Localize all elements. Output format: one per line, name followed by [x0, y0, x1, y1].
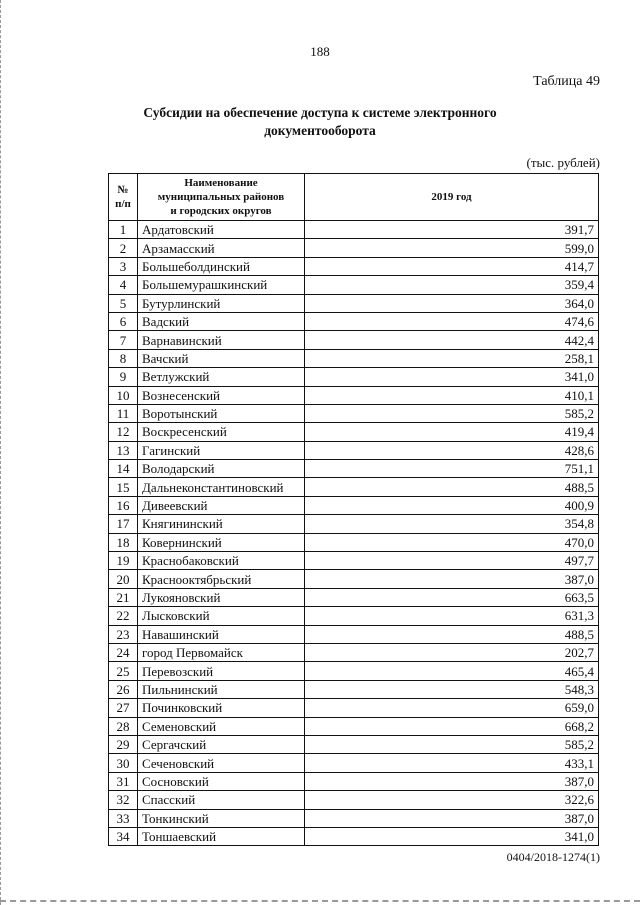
row-value: 391,7 [305, 221, 599, 239]
table-row [109, 478, 599, 496]
row-value: 465,4 [305, 662, 599, 680]
row-value: 387,0 [305, 772, 599, 790]
table-row [109, 294, 599, 312]
row-number: 25 [109, 662, 138, 680]
table-row [109, 460, 599, 478]
row-number: 15 [109, 478, 138, 496]
row-number: 10 [109, 386, 138, 404]
header-name-line-2: муниципальных районов [157, 191, 285, 203]
row-number: 16 [109, 496, 138, 514]
row-number: 4 [109, 276, 138, 294]
row-name: Володарский [138, 460, 305, 478]
table-row [109, 257, 599, 275]
row-number: 27 [109, 699, 138, 717]
row-number: 23 [109, 625, 138, 643]
row-value: 428,6 [305, 441, 599, 459]
table-row [109, 331, 599, 349]
row-value: 410,1 [305, 386, 599, 404]
table-row [109, 276, 599, 294]
row-name: Воротынский [138, 404, 305, 422]
table-row [109, 312, 599, 330]
row-number: 14 [109, 460, 138, 478]
row-value: 341,0 [305, 368, 599, 386]
row-value: 322,6 [305, 791, 599, 809]
header-name [138, 174, 305, 221]
title-line-2: документооборота [264, 123, 376, 138]
row-name: Княгининский [138, 515, 305, 533]
row-name: Ардатовский [138, 221, 305, 239]
row-value: 400,9 [305, 496, 599, 514]
row-value: 599,0 [305, 239, 599, 257]
units-label: (тыс. рублей) [526, 155, 600, 170]
row-name: Краснооктябрьский [138, 570, 305, 588]
row-number: 18 [109, 533, 138, 551]
table-row [109, 717, 599, 735]
row-name: Починковский [138, 699, 305, 717]
row-name: Большеболдинский [138, 257, 305, 275]
row-value: 419,4 [305, 423, 599, 441]
table-row [109, 772, 599, 790]
row-value: 751,1 [305, 460, 599, 478]
row-number: 3 [109, 257, 138, 275]
row-number: 30 [109, 754, 138, 772]
row-name: Дивеевский [138, 496, 305, 514]
row-number: 34 [109, 827, 138, 845]
row-value: 414,7 [305, 257, 599, 275]
row-value: 497,7 [305, 552, 599, 570]
row-number: 33 [109, 809, 138, 827]
row-name: Гагинский [138, 441, 305, 459]
row-name: Лысковский [138, 607, 305, 625]
page-number: 188 [310, 44, 330, 59]
row-value: 341,0 [305, 827, 599, 845]
row-value: 442,4 [305, 331, 599, 349]
row-number: 6 [109, 312, 138, 330]
row-name: Навашинский [138, 625, 305, 643]
row-name: Семеновский [138, 717, 305, 735]
row-number: 24 [109, 643, 138, 661]
row-name: Ветлужский [138, 368, 305, 386]
row-name: Вачский [138, 349, 305, 367]
table-row [109, 349, 599, 367]
table-row [109, 754, 599, 772]
table-row [109, 423, 599, 441]
row-number: 28 [109, 717, 138, 735]
subsidies-table [108, 173, 599, 846]
header-number-line-2: п/п [115, 198, 131, 210]
table-row [109, 221, 599, 239]
row-number: 32 [109, 791, 138, 809]
row-number: 7 [109, 331, 138, 349]
row-number: 13 [109, 441, 138, 459]
row-value: 433,1 [305, 754, 599, 772]
table-row [109, 588, 599, 606]
row-value: 548,3 [305, 680, 599, 698]
scan-edge-bottom [0, 900, 640, 902]
table-row [109, 533, 599, 551]
table-row [109, 404, 599, 422]
row-value: 668,2 [305, 717, 599, 735]
row-number: 2 [109, 239, 138, 257]
table-row [109, 552, 599, 570]
row-number: 1 [109, 221, 138, 239]
row-name: Арзамасский [138, 239, 305, 257]
row-number: 22 [109, 607, 138, 625]
row-name: Ковернинский [138, 533, 305, 551]
table-row [109, 441, 599, 459]
row-name: Воскресенский [138, 423, 305, 441]
row-name: Дальнеконстантиновский [138, 478, 305, 496]
row-number: 8 [109, 349, 138, 367]
header-number [109, 174, 138, 221]
table-row [109, 699, 599, 717]
row-name: Сергачский [138, 735, 305, 753]
row-value: 387,0 [305, 570, 599, 588]
row-name: город Первомайск [138, 643, 305, 661]
row-number: 12 [109, 423, 138, 441]
row-number: 31 [109, 772, 138, 790]
document-title [0, 104, 640, 140]
row-number: 11 [109, 404, 138, 422]
row-value: 474,6 [305, 312, 599, 330]
row-name: Сосновский [138, 772, 305, 790]
table-row [109, 643, 599, 661]
row-name: Краснобаковский [138, 552, 305, 570]
table-row [109, 515, 599, 533]
row-number: 26 [109, 680, 138, 698]
row-value: 585,2 [305, 735, 599, 753]
row-name: Лукояновский [138, 588, 305, 606]
table-row [109, 625, 599, 643]
row-number: 19 [109, 552, 138, 570]
table-row [109, 570, 599, 588]
row-value: 488,5 [305, 625, 599, 643]
row-name: Перевозский [138, 662, 305, 680]
table-label: Таблица 49 [533, 74, 600, 89]
row-value: 202,7 [305, 643, 599, 661]
table-row [109, 662, 599, 680]
row-value: 387,0 [305, 809, 599, 827]
row-name: Вадский [138, 312, 305, 330]
header-number-line-1: № [117, 184, 129, 196]
row-value: 354,8 [305, 515, 599, 533]
table-row [109, 791, 599, 809]
table-row [109, 827, 599, 845]
row-name: Тонкинский [138, 809, 305, 827]
row-value: 488,5 [305, 478, 599, 496]
row-value: 359,4 [305, 276, 599, 294]
row-value: 364,0 [305, 294, 599, 312]
row-name: Тоншаевский [138, 827, 305, 845]
row-value: 470,0 [305, 533, 599, 551]
title-line-1: Субсидии на обеспечение доступа к системе электронного [143, 105, 497, 120]
row-name: Бутурлинский [138, 294, 305, 312]
row-number: 20 [109, 570, 138, 588]
header-year: 2019 год [305, 174, 599, 221]
table-header-row [109, 174, 599, 221]
row-number: 17 [109, 515, 138, 533]
row-number: 29 [109, 735, 138, 753]
table-row [109, 239, 599, 257]
row-name: Пильнинский [138, 680, 305, 698]
table-row [109, 607, 599, 625]
row-value: 585,2 [305, 404, 599, 422]
row-number: 21 [109, 588, 138, 606]
row-name: Варнавинский [138, 331, 305, 349]
table-row [109, 680, 599, 698]
document-code: 0404/2018-1274(1) [506, 850, 600, 864]
table-row [109, 368, 599, 386]
table-row [109, 809, 599, 827]
row-name: Вознесенский [138, 386, 305, 404]
row-name: Сеченовский [138, 754, 305, 772]
table-row [109, 735, 599, 753]
row-name: Большемурашкинский [138, 276, 305, 294]
row-number: 9 [109, 368, 138, 386]
header-name-line-3: и городских округов [170, 205, 272, 217]
row-number: 5 [109, 294, 138, 312]
row-value: 659,0 [305, 699, 599, 717]
table-row [109, 496, 599, 514]
header-name-line-1: Наименование [184, 177, 258, 189]
row-name: Спасский [138, 791, 305, 809]
row-value: 631,3 [305, 607, 599, 625]
row-value: 663,5 [305, 588, 599, 606]
table-row [109, 386, 599, 404]
row-value: 258,1 [305, 349, 599, 367]
